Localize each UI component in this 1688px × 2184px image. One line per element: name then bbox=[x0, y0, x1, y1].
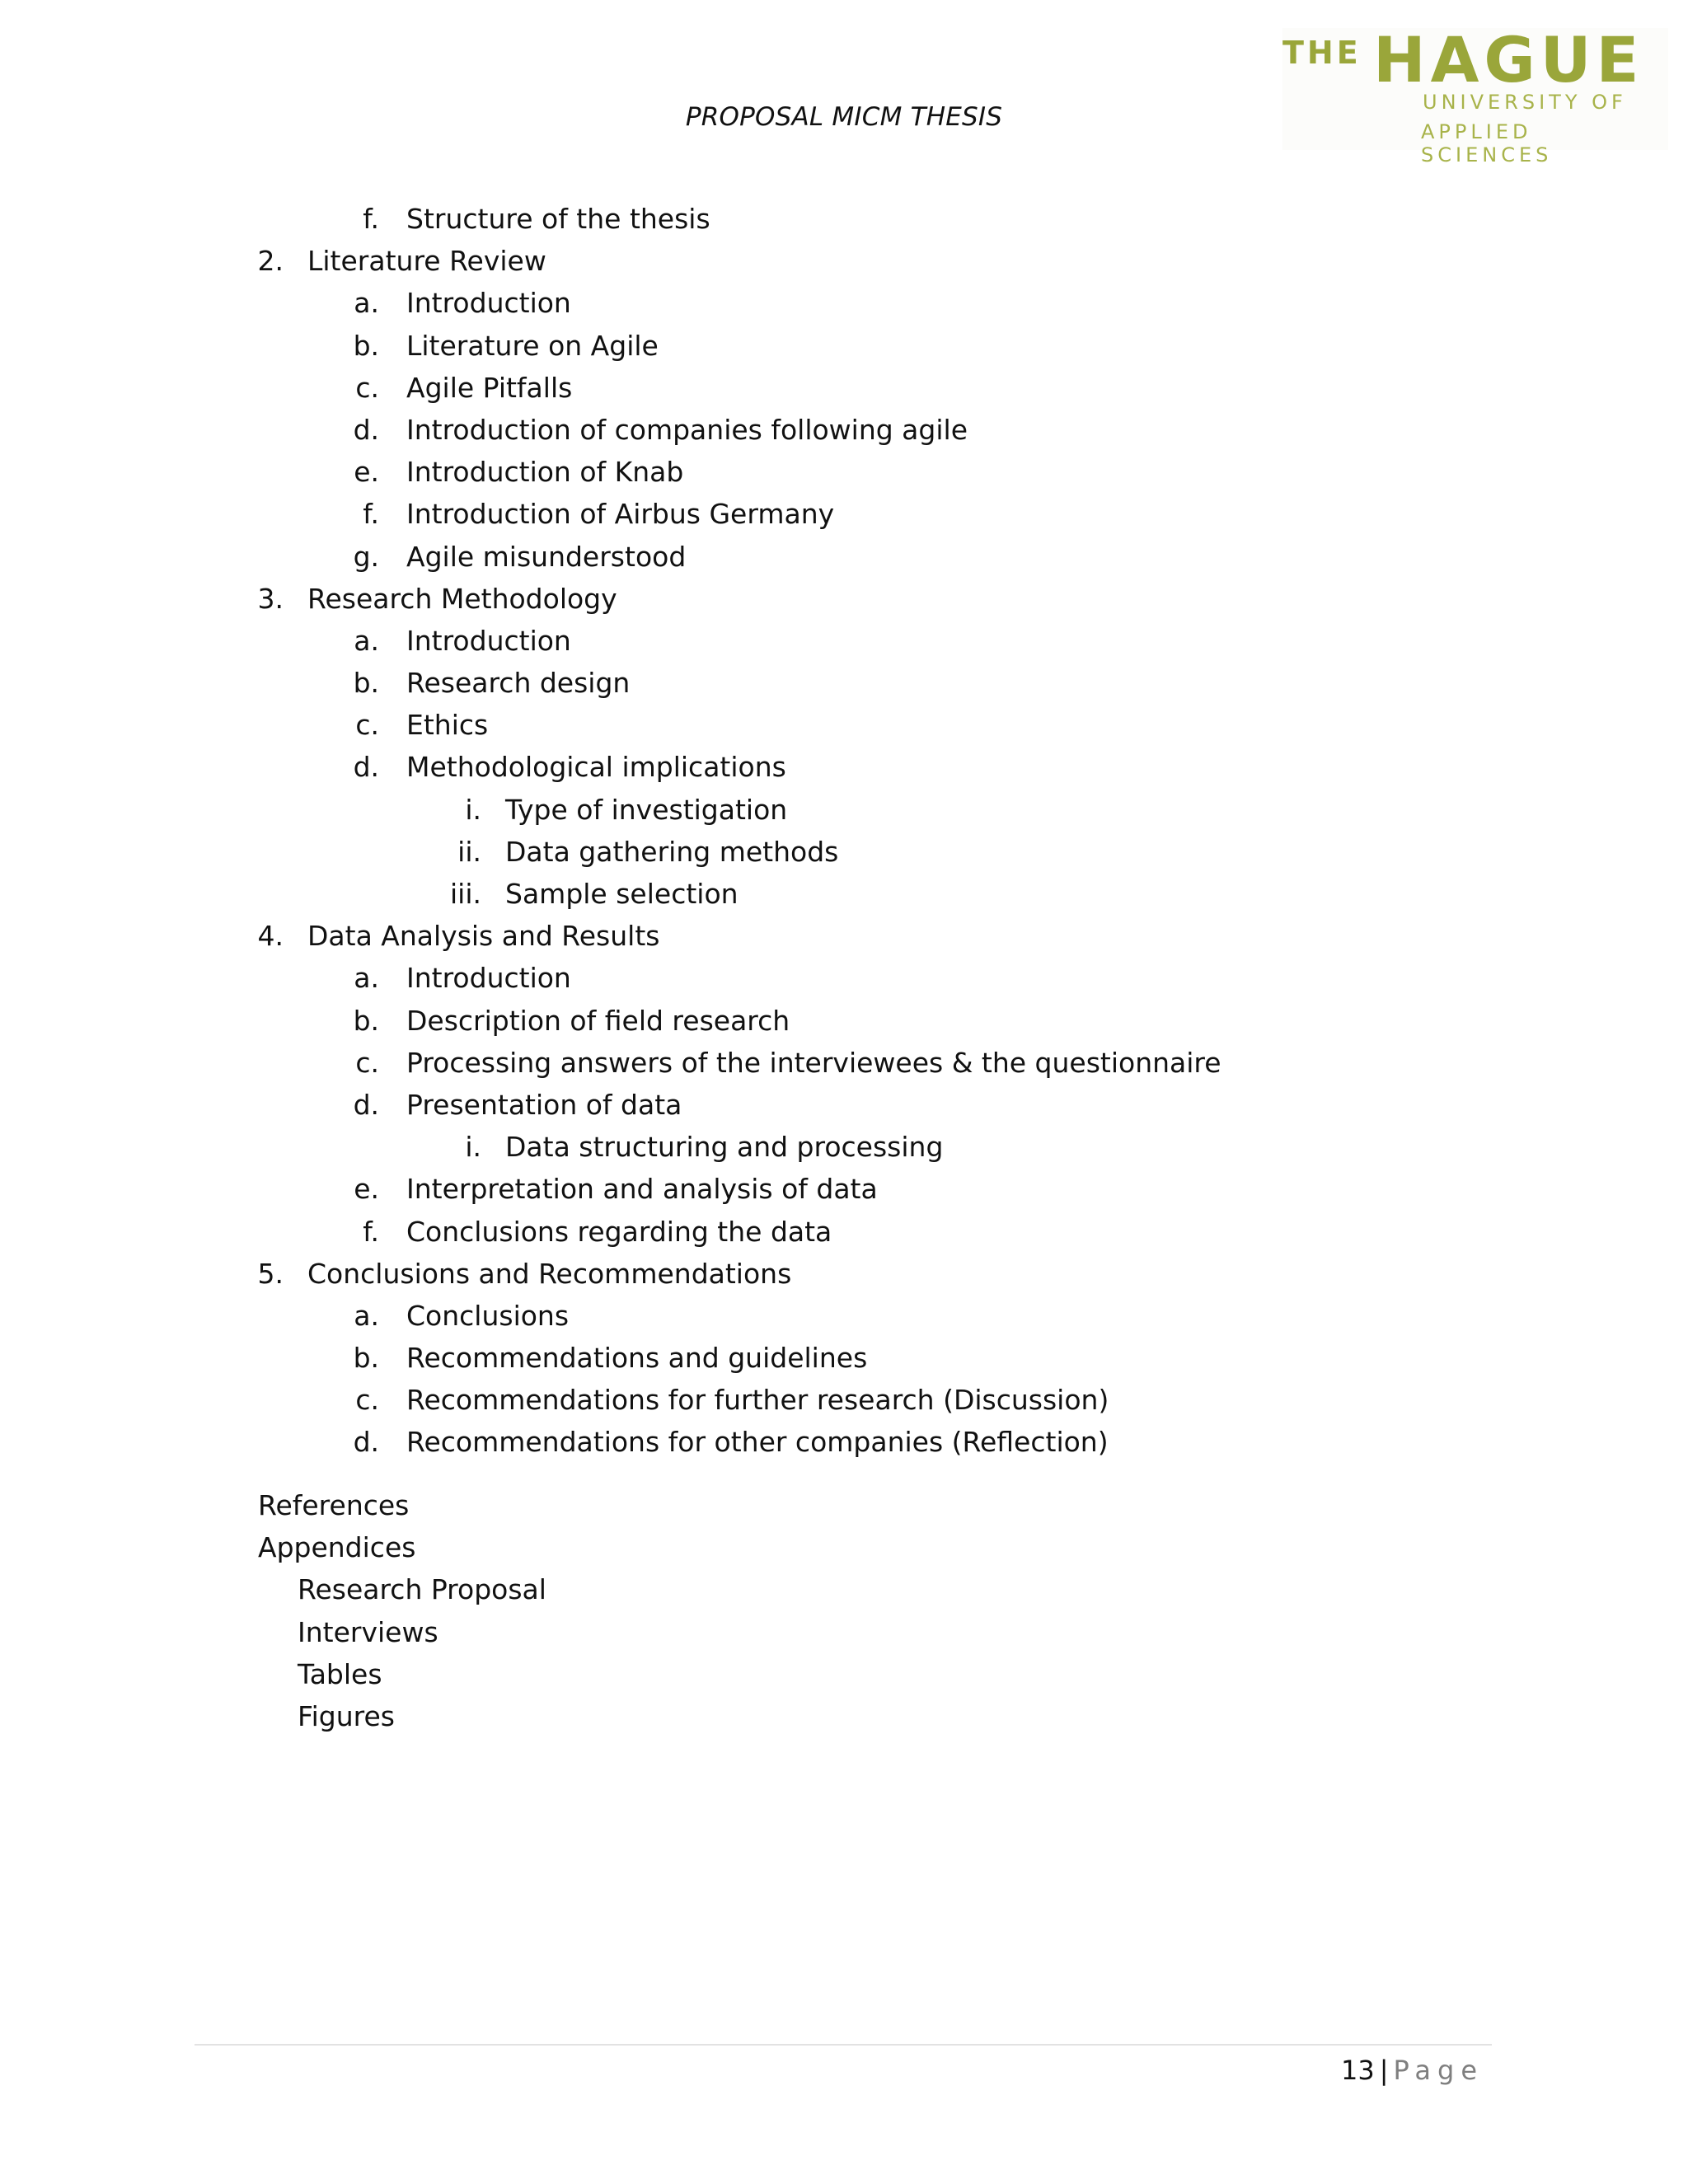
toc-entry bbox=[0, 409, 1688, 451]
toc-entry-text: Data Analysis and Results bbox=[307, 920, 660, 953]
table-of-contents bbox=[0, 198, 1688, 1464]
back-matter-entry bbox=[0, 1526, 1688, 1568]
back-matter-entry bbox=[0, 1653, 1688, 1695]
toc-entry-marker: 5. bbox=[257, 1257, 284, 1290]
toc-entry-text: Sample selection bbox=[505, 878, 738, 910]
page-number: 13 bbox=[1341, 2055, 1375, 2086]
back-matter-entry bbox=[0, 1695, 1688, 1737]
toc-entry-text: Literature Review bbox=[307, 245, 546, 278]
toc-entry-marker: ii. bbox=[457, 835, 481, 868]
toc-entry-marker: d. bbox=[353, 1426, 379, 1459]
toc-entry bbox=[0, 1126, 1688, 1168]
toc-entry-text: Ethics bbox=[406, 709, 489, 742]
toc-entry-text: Research design bbox=[406, 667, 631, 700]
toc-entry-text: Presentation of data bbox=[406, 1088, 682, 1121]
toc-entry bbox=[0, 325, 1688, 367]
toc-entry-text: Recommendations and guidelines bbox=[406, 1342, 868, 1375]
page-separator: | bbox=[1379, 2055, 1389, 2086]
toc-entry bbox=[0, 240, 1688, 282]
toc-entry-marker: c. bbox=[355, 371, 379, 404]
toc-entry-text: Data gathering methods bbox=[505, 835, 839, 868]
toc-entry-marker: c. bbox=[355, 1046, 379, 1079]
toc-entry-text: Agile Pitfalls bbox=[406, 371, 573, 404]
toc-entry bbox=[0, 1295, 1688, 1337]
toc-entry-text: Conclusions regarding the data bbox=[406, 1215, 832, 1248]
toc-entry-marker: c. bbox=[355, 709, 379, 742]
toc-entry-text: Description of field research bbox=[406, 1004, 790, 1037]
toc-entry-marker: d. bbox=[353, 1088, 379, 1121]
toc-entry-marker: 2. bbox=[257, 245, 284, 278]
toc-entry-marker: i. bbox=[465, 1131, 481, 1164]
toc-entry-text: Processing answers of the interviewees & the questionnaire bbox=[406, 1046, 1221, 1079]
toc-entry-text: Introduction of companies following agile bbox=[406, 413, 968, 446]
toc-entry bbox=[0, 1211, 1688, 1253]
toc-entry bbox=[0, 1000, 1688, 1042]
toc-entry-marker: f. bbox=[363, 498, 379, 531]
toc-entry bbox=[0, 662, 1688, 704]
toc-entry bbox=[0, 282, 1688, 324]
toc-entry bbox=[0, 198, 1688, 240]
toc-entry bbox=[0, 620, 1688, 662]
back-matter-entry bbox=[0, 1611, 1688, 1653]
footer-divider bbox=[195, 2044, 1492, 2046]
toc-entry-text: Introduction of Airbus Germany bbox=[406, 498, 835, 531]
page-footer bbox=[1341, 2050, 1484, 2090]
toc-entry-marker: b. bbox=[353, 1004, 379, 1037]
toc-entry-marker: f. bbox=[363, 203, 379, 235]
back-matter-entry bbox=[0, 1568, 1688, 1610]
toc-entry-marker: iii. bbox=[450, 878, 481, 910]
back-matter-entry-text: Tables bbox=[298, 1657, 382, 1690]
toc-entry-text: Structure of the thesis bbox=[406, 203, 710, 235]
toc-entry bbox=[0, 536, 1688, 578]
back-matter-entry-text: Figures bbox=[298, 1699, 395, 1732]
toc-entry bbox=[0, 451, 1688, 493]
toc-entry-marker: d. bbox=[353, 751, 379, 784]
back-matter-entry-text: References bbox=[258, 1489, 410, 1521]
toc-entry-marker: a. bbox=[354, 962, 379, 995]
page-header-title: PROPOSAL MICM THESIS bbox=[685, 102, 1003, 132]
logo-the: THE bbox=[1282, 35, 1362, 71]
toc-entry-text: Data structuring and processing bbox=[505, 1131, 944, 1164]
toc-entry bbox=[0, 493, 1688, 535]
toc-entry-marker: b. bbox=[353, 1342, 379, 1375]
page-label: Page bbox=[1393, 2055, 1484, 2086]
toc-entry-marker: e. bbox=[354, 1173, 379, 1206]
toc-entry bbox=[0, 957, 1688, 999]
toc-entry-marker: b. bbox=[353, 329, 379, 362]
toc-entry-marker: a. bbox=[354, 287, 379, 320]
toc-entry bbox=[0, 1337, 1688, 1379]
toc-entry-text: Introduction bbox=[406, 287, 571, 320]
back-matter-entry-text: Interviews bbox=[298, 1615, 438, 1648]
toc-entry-marker: g. bbox=[353, 540, 379, 573]
university-logo bbox=[1282, 23, 1668, 166]
toc-entry-marker: c. bbox=[355, 1384, 379, 1417]
toc-entry-text: Type of investigation bbox=[505, 793, 788, 826]
toc-entry bbox=[0, 831, 1688, 873]
toc-entry-text: Methodological implications bbox=[406, 751, 786, 784]
toc-entry bbox=[0, 704, 1688, 746]
toc-entry-marker: e. bbox=[354, 456, 379, 489]
toc-entry-text: Introduction bbox=[406, 624, 571, 657]
toc-entry-text: Conclusions and Recommendations bbox=[307, 1257, 792, 1290]
toc-entry-text: Introduction of Knab bbox=[406, 456, 684, 489]
toc-entry bbox=[0, 367, 1688, 409]
toc-entry-text: Conclusions bbox=[406, 1299, 570, 1332]
toc-entry bbox=[0, 746, 1688, 788]
toc-entry-text: Research Methodology bbox=[307, 582, 617, 615]
logo-hague: HAGUE bbox=[1373, 23, 1644, 96]
logo-applied-sciences: APPLIED SCIENCES bbox=[1421, 120, 1553, 166]
toc-entry bbox=[0, 1168, 1688, 1210]
toc-entry bbox=[0, 1042, 1688, 1084]
logo-university-of: UNIVERSITY OF bbox=[1423, 91, 1627, 114]
toc-entry-marker: a. bbox=[354, 624, 379, 657]
toc-entry bbox=[0, 1084, 1688, 1126]
toc-entry bbox=[0, 1421, 1688, 1463]
toc-entry-text: Literature on Agile bbox=[406, 329, 659, 362]
toc-entry bbox=[0, 915, 1688, 957]
back-matter-list bbox=[0, 1484, 1688, 1737]
back-matter-entry-text: Appendices bbox=[258, 1531, 416, 1564]
toc-entry-text: Recommendations for further research (Discussion) bbox=[406, 1384, 1109, 1417]
toc-entry-marker: 3. bbox=[257, 582, 284, 615]
toc-entry-marker: a. bbox=[354, 1299, 379, 1332]
toc-entry-marker: d. bbox=[353, 413, 379, 446]
toc-entry-marker: i. bbox=[465, 793, 481, 826]
toc-entry bbox=[0, 1379, 1688, 1421]
toc-entry bbox=[0, 578, 1688, 620]
toc-entry-text: Introduction bbox=[406, 962, 571, 995]
toc-entry bbox=[0, 789, 1688, 831]
back-matter-entry bbox=[0, 1484, 1688, 1526]
toc-entry-marker: 4. bbox=[257, 920, 284, 953]
toc-entry-text: Interpretation and analysis of data bbox=[406, 1173, 878, 1206]
toc-entry-marker: b. bbox=[353, 667, 379, 700]
toc-entry-marker: f. bbox=[363, 1215, 379, 1248]
toc-entry bbox=[0, 873, 1688, 915]
toc-entry bbox=[0, 1253, 1688, 1295]
toc-entry-text: Agile misunderstood bbox=[406, 540, 687, 573]
toc-entry-text: Recommendations for other companies (Reflection) bbox=[406, 1426, 1109, 1459]
back-matter-entry-text: Research Proposal bbox=[298, 1573, 546, 1606]
